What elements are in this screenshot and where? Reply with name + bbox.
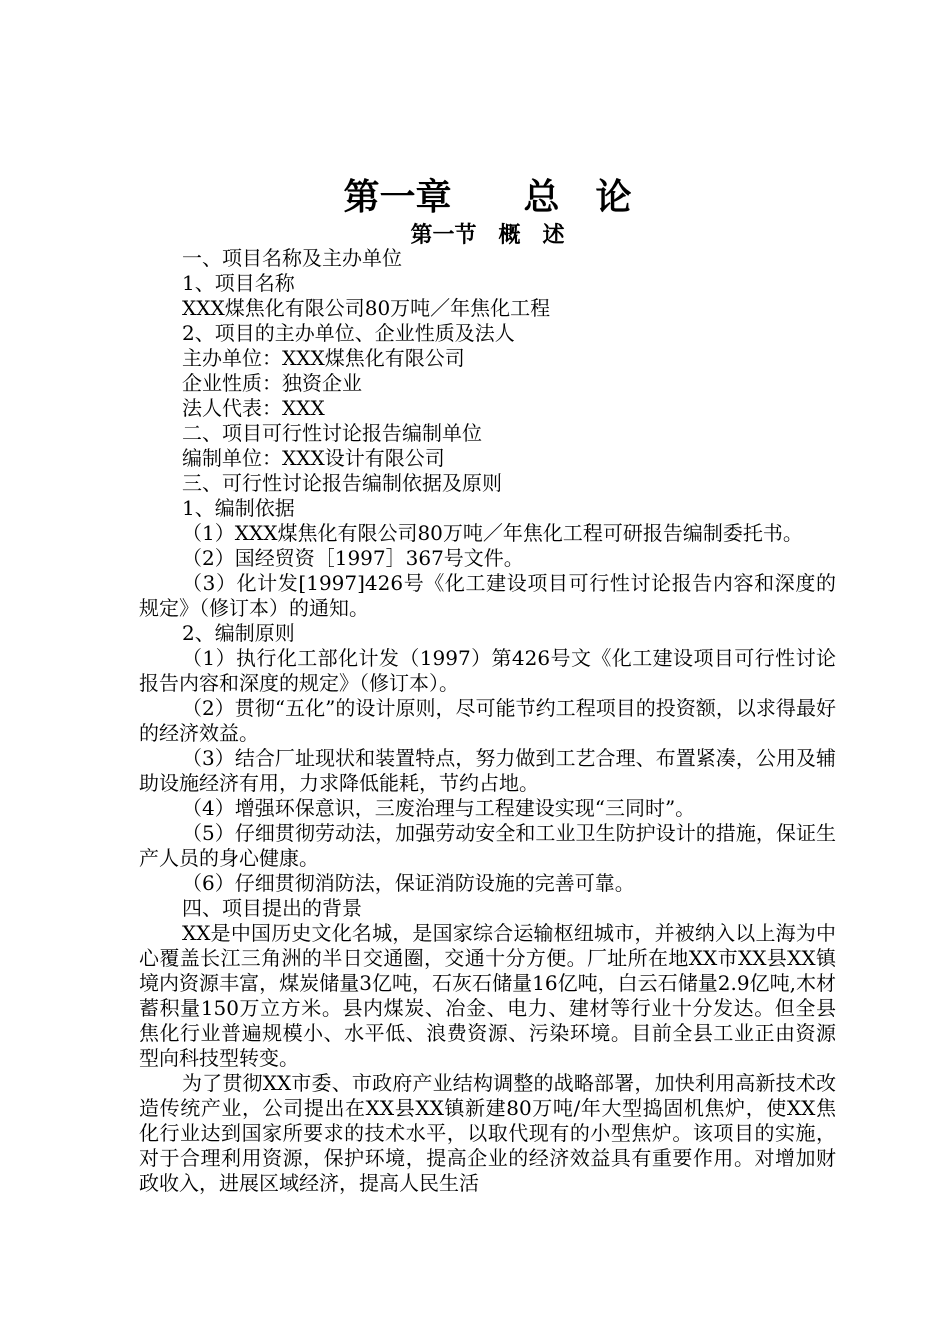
document-body [139,246,836,1196]
list-item: （2）贯彻“五化”的设计原则，尽可能节约工程项目的投资额，以求得最好的经济效益。 [139,696,836,745]
list-item: （4）增强环保意识，三废治理与工程建设实现“三同时”。 [182,796,696,820]
paragraph: XXX煤焦化有限公司80万吨／年焦化工程 [182,296,551,320]
heading-1: 三、可行性讨论报告编制依据及原则 [182,471,502,495]
list-item: （1）XXX煤焦化有限公司80万吨／年焦化工程可研报告编制委托书。 [182,521,803,545]
heading-1: 二、项目可行性讨论报告编制单位 [182,421,482,445]
list-item: （1）执行化工部化计发（1997）第426号文《化工建设项目可行性讨论报告内容和深度的规定》（修订本）。 [139,646,836,695]
paragraph: 主办单位：XXX煤焦化有限公司 [182,346,465,370]
heading-1: 四、项目提出的背景 [182,896,362,920]
list-item: （2）国经贸资［1997］367号文件。 [182,546,524,570]
paragraph: XX是中国历史文化名城，是国家综合运输枢纽城市，并被纳入以上海为中心覆盖长江三角洲的半日交通圈，交通十分方便。厂址所在地XX市XX县XX镇境内资源丰富，煤炭储量3亿吨，石灰石储量16亿吨，白云石储量2.9亿吨,木材蓄积量150万立方米。县内煤炭、冶金、电力、建材等行业十分发达。但全县焦化行业普遍规模小、水平低、浪费资源、污染环境。目前全县工业正由资源型向科技型转变。 [139,921,836,1070]
subheading: 1、项目名称 [182,271,295,295]
paragraph: 编制单位：XXX设计有限公司 [182,446,445,470]
subheading: 2、项目的主办单位、企业性质及法人 [182,321,515,345]
subheading: 2、编制原则 [182,621,295,645]
list-item: （3）结合厂址现状和装置特点，努力做到工艺合理、布置紧凑，公用及辅助设施经济有用，力求降低能耗，节约占地。 [139,746,836,795]
list-item: （3）化计发[1997]426号《化工建设项目可行性讨论报告内容和深度的规定》（修订本）的通知。 [139,571,836,620]
chapter-title: 第一章 总 论 [343,177,632,218]
heading-1: 一、项目名称及主办单位 [182,246,402,270]
section-title: 第一节 概 述 [410,223,565,248]
paragraph: 为了贯彻XX市委、市政府产业结构调整的战略部署，加快利用高新技术改造传统产业，公司提出在XX县XX镇新建80万吨/年大型捣固机焦炉，使XX焦化行业达到国家所要求的技术水平，以取代现有的小型焦炉。该项目的实施，对于合理利用资源，保护环境，提高企业的经济效益具有重要作用。对增加财政收入，进展区域经济，提高人民生活 [139,1071,836,1195]
paragraph: 企业性质：独资企业 [182,371,362,395]
subheading: 1、编制依据 [182,496,295,520]
list-item: （5）仔细贯彻劳动法，加强劳动安全和工业卫生防护设计的措施，保证生产人员的身心健康。 [139,821,836,870]
paragraph: 法人代表：XXX [182,396,325,420]
list-item: （6）仔细贯彻消防法，保证消防设施的完善可靠。 [182,871,635,895]
